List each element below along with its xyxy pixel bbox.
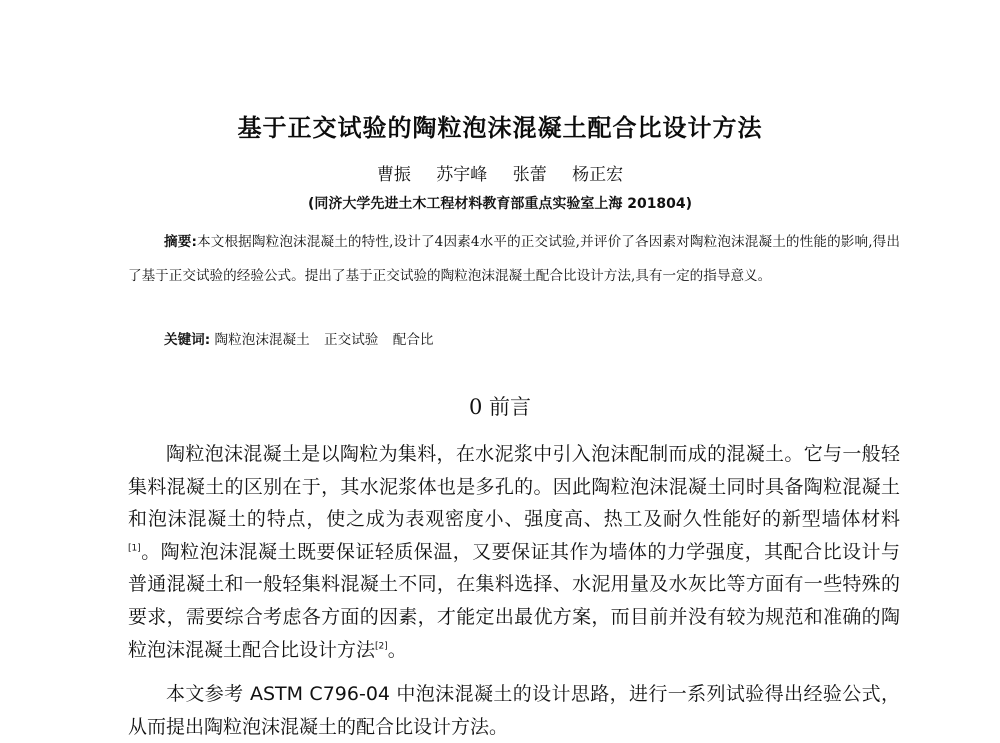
paragraph-text: 陶粒泡沫混凝土是以陶粒为集料，在水泥浆中引入泡沫配制而成的混凝土。它与一般轻集料混凝土的区别在于，其水泥浆体也是多孔的。因此陶粒泡沫混凝土同时具备陶粒混凝土和泡沫混凝土的特点，使之成为表观密度小、强度高、热工及耐久性能好的新型墙体材料 [128,443,900,531]
author-name: 杨正宏 [572,165,624,185]
body-paragraph: 本文参考 ASTM C796-04 中泡沫混凝土的设计思路，进行一系列试验得出经验公式，从而提出陶粒泡沫混凝土的配合比设计方法。 [128,683,900,738]
affiliation: (同济大学先进土木工程材料教育部重点实验室上海 201804) [307,196,693,212]
abstract-label: 摘要: [164,234,197,250]
abstract [128,225,900,293]
keywords-label: 关键词: [164,332,211,348]
author-name: 曹振 [376,165,411,185]
author-name: 苏宇峰 [436,165,488,185]
author-list [0,160,1000,185]
keyword: 正交试验 [324,332,379,348]
paragraph-text: 。 [387,638,407,661]
author-name: 张蕾 [512,165,547,185]
citation-ref: [2] [375,641,388,652]
abstract-text: 本文根据陶粒泡沫混凝土的特性,设计了4因素4水平的正交试验,并评价了各因素对陶粒泡沫混凝土的性能的影响,得出了基于正交试验的经验公式。提出了基于正交试验的陶粒泡沫混凝土配合比设计方法,具有一定的指导意义。 [128,234,900,284]
citation-ref: [1] [128,543,141,554]
keyword: 陶粒泡沫混凝土 [214,332,310,348]
body-paragraph [128,438,900,666]
keywords [164,328,444,348]
section-heading: 0 前言 [468,395,532,419]
keyword: 配合比 [392,332,434,348]
paragraph-text: 。陶粒泡沫混凝土既要保证轻质保温，又要保证其作为墙体的力学强度，其配合比设计与普通混凝土和一般轻集料混凝土不同，在集料选择、水泥用量及水灰比等方面有一些特殊的要求，需要综合考虑各方面的因素，才能定出最优方案，而目前并没有较为规范和准确的陶粒泡沫混凝土配合比设计方法 [128,540,900,661]
paper-title: 基于正交试验的陶粒泡沫混凝土配合比设计方法 [237,114,763,142]
